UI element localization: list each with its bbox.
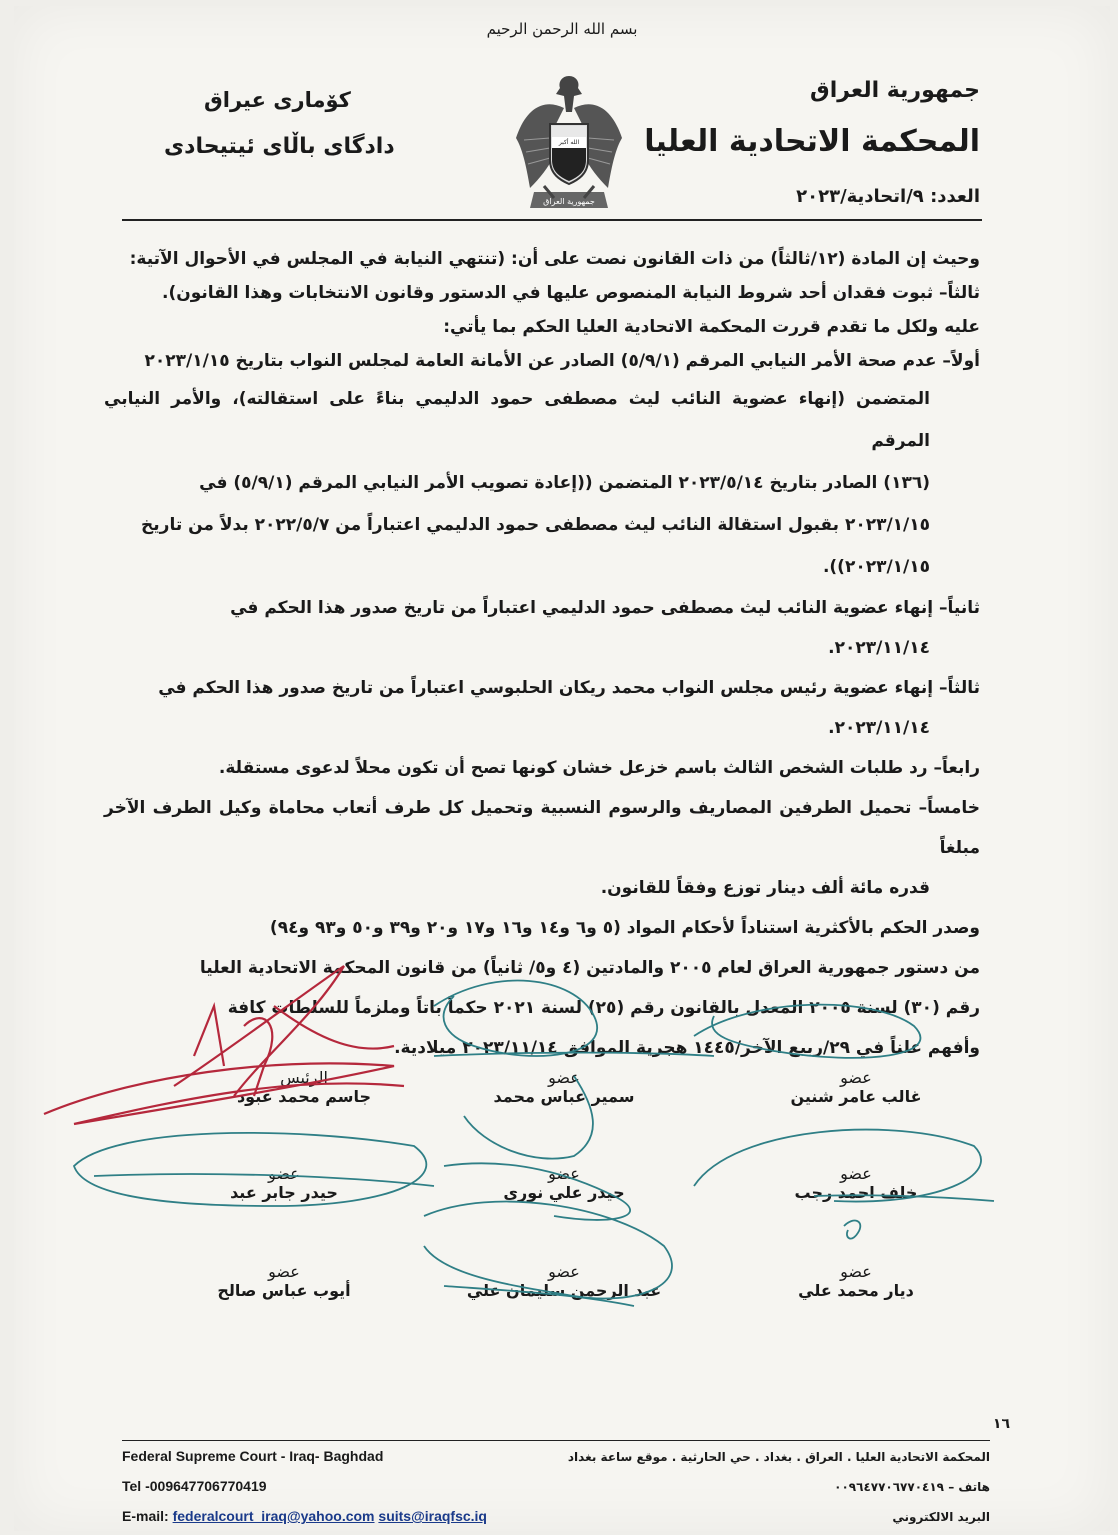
eagle-emblem-icon: [504, 68, 634, 228]
paragraph: ثالثاً– ثبوت فقدان أحد شروط النيابة المنصوص عليها في الدستور وقانون الانتخابات وهذا القانون).: [161, 283, 980, 303]
signatory-role: عضو: [268, 1164, 300, 1183]
signatory-role: عضو: [840, 1164, 872, 1183]
emblem-shield-text: الله أكبر: [558, 139, 580, 146]
signatory-name: حيدر علي نوري: [503, 1183, 625, 1202]
signatory-name: خلف احمد رجب: [794, 1183, 918, 1202]
footer-email-ar: البريد الالكتروني: [892, 1510, 990, 1524]
header-divider: [122, 219, 982, 221]
signatory-president: [214, 1068, 394, 1106]
issuance-paragraph: وصدر الحكم بالأكثرية استناداً لأحكام المواد (٥ و٦ و١٤ و١٦ و١٧ و٢٠ و٣٩ و٥٠ و٩٣ و٩٤): [269, 918, 980, 938]
signatory-name: حيدر جابر عبد: [230, 1183, 338, 1202]
signatory-role: عضو: [268, 1262, 300, 1281]
signatory-name: أيوب عباس صالح: [217, 1281, 351, 1300]
issuance-paragraph: من دستور جمهورية العراق لعام ٢٠٠٥ والمادتين (٤ و٥/ ثانياً) من قانون المحكمة الاتحادية العليا: [199, 958, 980, 978]
signatory-member: [194, 1262, 374, 1300]
ruling-first-cont: ٢٠٢٣/١/١٥)).: [822, 557, 930, 577]
judgment-body: [104, 242, 980, 1068]
paragraph: عليه ولكل ما تقدم قررت المحكمة الاتحادية العليا الحكم بما يأتي:: [443, 317, 980, 337]
ruling-first-cont: (١٣٦) الصادر بتاريخ ٢٠٢٣/٥/١٤ المتضمن ((إعادة تصويب الأمر النيابي المرقم (٥/٩/١) في: [199, 473, 930, 493]
issuance-paragraph: رقم (٣٠) لسنة ٢٠٠٥ المعدل بالقانون رقم (٢٥) لسنة ٢٠٢١ حكماً باتاً وملزماً للسلطات كافة: [227, 998, 980, 1018]
signatory-role: الرئيس: [280, 1068, 328, 1087]
signatory-role: عضو: [840, 1068, 872, 1087]
footer-address-ar: المحكمة الاتحادية العليا . العراق . بغداد . حي الحارثية . موقع ساعة بغداد: [567, 1450, 990, 1464]
signatory-member: [194, 1164, 374, 1202]
email-link-1[interactable]: federalcourt_iraq@yahoo.com: [172, 1508, 375, 1524]
footer-court-en: Federal Supreme Court - Iraq- Baghdad: [122, 1448, 384, 1464]
ruling-first-cont: المتضمن (إنهاء عضوية النائب ليث مصطفى حمود الدليمي بناءً على استقالته)، والأمر النيابي المرقم: [104, 389, 930, 451]
emblem-scroll-text: جمهورية العراق: [543, 197, 595, 206]
signatory-role: عضو: [548, 1164, 580, 1183]
signatory-role: عضو: [840, 1262, 872, 1281]
ruling-second: ثانياً– إنهاء عضوية النائب ليث مصطفى حمود الدليمي اعتباراً من تاريخ صدور هذا الحكم في: [230, 598, 980, 618]
signatory-name: عبد الرحمن سليمان علي: [466, 1281, 662, 1300]
email-link-2[interactable]: suits@iraqfsc.iq: [378, 1508, 487, 1524]
signatory-member: [766, 1068, 946, 1106]
basmala: بسم الله الرحمن الرحيم: [486, 20, 638, 38]
signatory-name: جاسم محمد عبود: [236, 1087, 372, 1106]
ruling-fifth-cont: قدره مائة ألف دينار توزع وفقاً للقانون.: [600, 878, 930, 898]
signatory-member: [474, 1068, 654, 1106]
court-title-ku: دادگاى باڵاى ئيتيحادى: [164, 134, 395, 159]
page-number: ١٦: [992, 1416, 1010, 1432]
ruling-fifth: خامساً– تحميل الطرفين المصاريف والرسوم النسبية وتحميل كل طرف أتعاب محاماة وكيل الطرف الآخر مبلغاً: [104, 798, 980, 858]
ruling-fourth: رابعاً– رد طلبات الشخص الثالث باسم خزعل خشان كونها تصح أن تكون محلاً لدعوى مستقلة.: [218, 758, 980, 778]
signatory-member: [474, 1164, 654, 1202]
ruling-third: ثالثاً– إنهاء عضوية رئيس مجلس النواب محمد ريكان الحلبوسي اعتباراً من تاريخ صدور هذا الحكم في: [158, 678, 980, 698]
republic-title-ar: جمهورية العراق: [810, 78, 980, 103]
signatory-member: [464, 1262, 664, 1300]
ruling-first: أولاً– عدم صحة الأمر النيابي المرقم (٥/٩/١) الصادر عن الأمانة العامة لمجلس النواب بتاريخ ٢٠٢٣/١/١٥: [144, 351, 980, 371]
signatory-member: [766, 1262, 946, 1300]
signatory-role: عضو: [548, 1068, 580, 1087]
signatory-name: ديار محمد علي: [798, 1281, 914, 1300]
court-title-ar: المحكمة الاتحادية العليا: [644, 124, 980, 159]
signatory-member: [766, 1164, 946, 1202]
issuance-paragraph: وأفهم علناً في ٢٩/ربيع الآخر/١٤٤٥ هجرية الموافق ٢٠٢٣/١١/١٤ ميلادية.: [394, 1038, 980, 1058]
ruling-first-cont: ٢٠٢٣/١/١٥ بقبول استقالة النائب ليث مصطفى حمود الدليمي اعتباراً من ٢٠٢٢/٥/٧ بدلاً من تاريخ: [141, 515, 930, 535]
footer-email-en: [122, 1508, 487, 1524]
signatory-name: سمير عباس محمد: [493, 1087, 635, 1106]
footer-divider: [122, 1440, 990, 1441]
signatory-role: عضو: [548, 1262, 580, 1281]
document-page: [14, 6, 1110, 1531]
footer-tel-en: Tel -009647706770419: [122, 1478, 267, 1494]
signatory-name: غالب عامر شنين: [790, 1087, 922, 1106]
ruling-third-cont: ٢٠٢٣/١١/١٤.: [828, 718, 930, 738]
paragraph: وحيث إن المادة (١٢/ثالثاً) من ذات القانون نصت على أن: (تنتهي النيابة في المجلس في الأحوال الآتية:: [129, 249, 980, 269]
email-label: E-mail:: [122, 1508, 173, 1524]
footer-phone-ar: هاتف – ٠٠٩٦٤٧٧٠٦٧٧٠٤١٩: [834, 1480, 990, 1494]
republic-title-ku: كۆمارى عيراق: [204, 88, 351, 112]
ruling-second-cont: ٢٠٢٣/١١/١٤.: [828, 638, 930, 658]
document-number: العدد: ٩/اتحادية/٢٠٢٣: [796, 186, 980, 207]
